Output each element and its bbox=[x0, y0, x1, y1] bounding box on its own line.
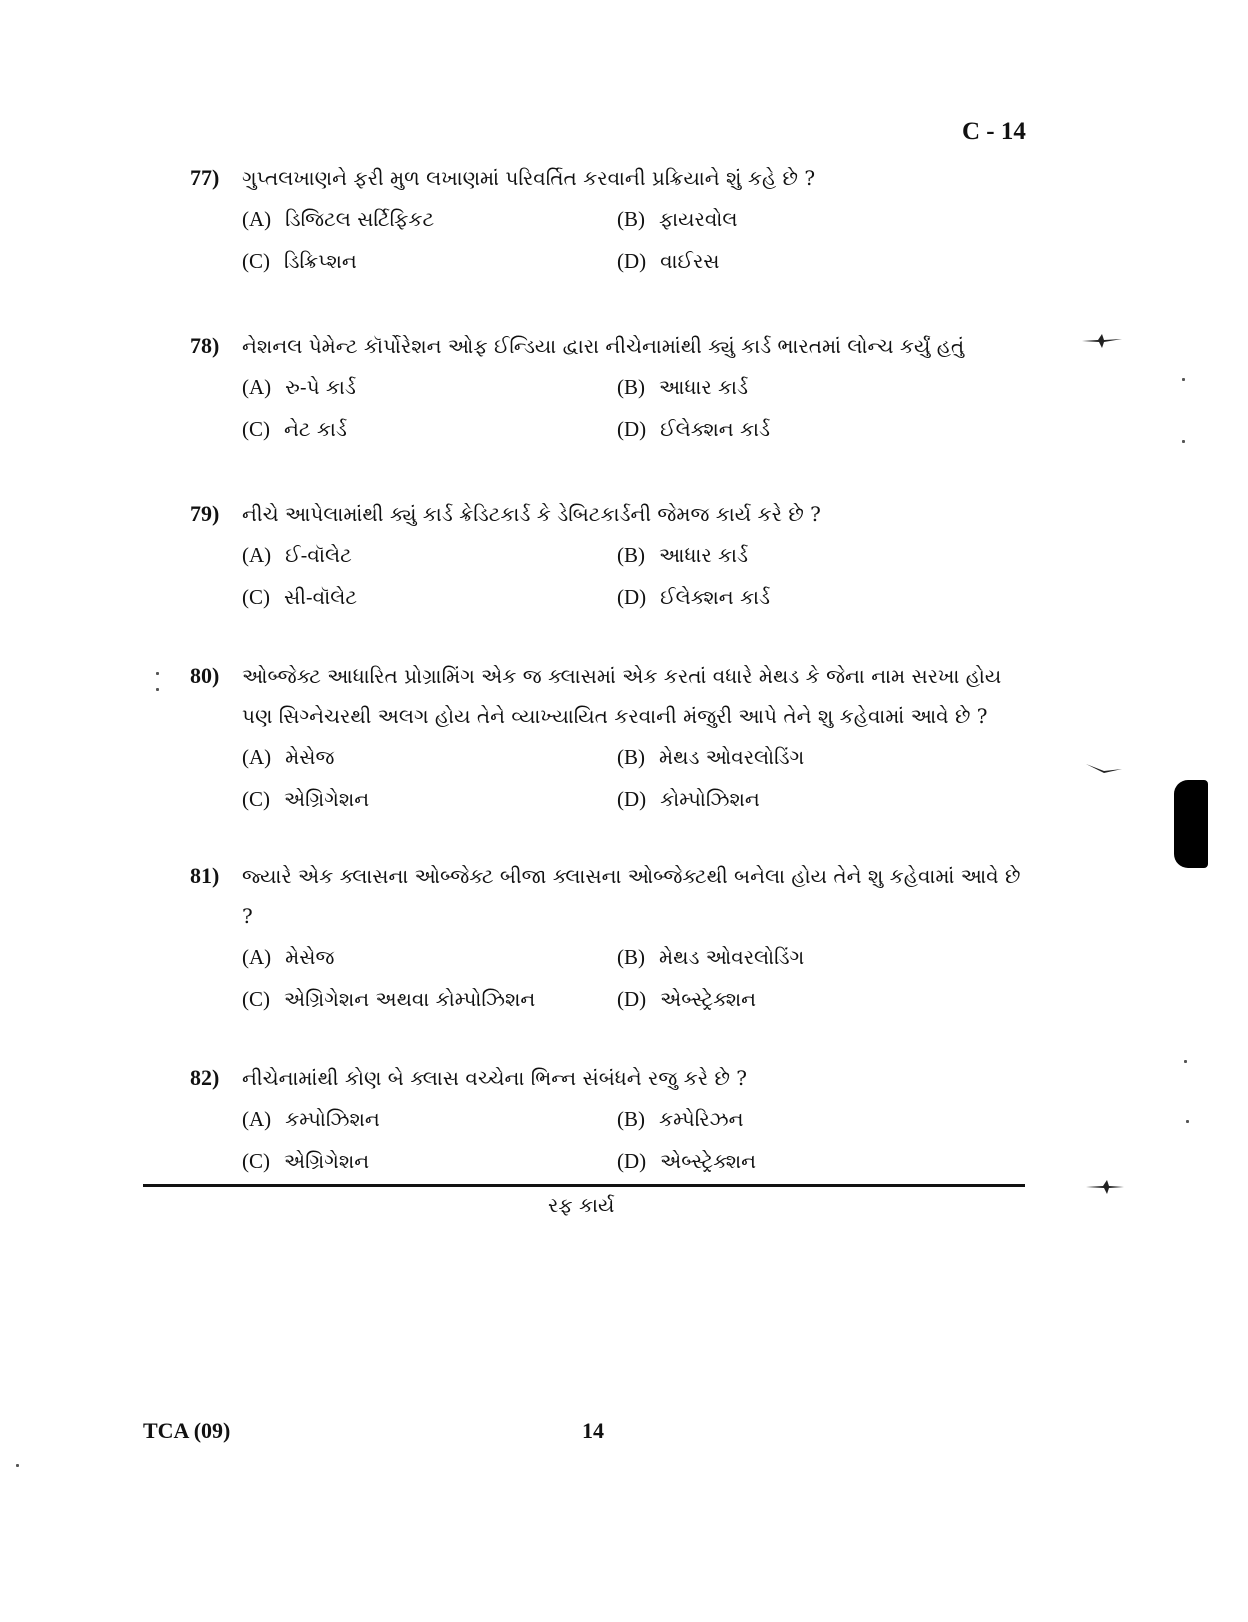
options-list bbox=[242, 202, 1030, 278]
option-b: (B) ફાયરવોલ bbox=[617, 207, 738, 231]
footer-page-number: 14 bbox=[582, 1418, 604, 1443]
question-text: નીચે આપેલામાંથી ક્યું કાર્ડ ક્રેડિટકાર્ડ કે ડેબિટકાર્ડની જેમજ કાર્ય કરે છે ? bbox=[242, 502, 821, 526]
option-d: (D) ઈલેક્શન કાર્ડ bbox=[617, 417, 770, 441]
question-number: 82) bbox=[190, 1065, 220, 1090]
options-list bbox=[242, 370, 1030, 446]
options-list bbox=[242, 940, 1030, 1016]
question-80 bbox=[190, 656, 1030, 816]
question-text: ઓબ્જેક્ટ આધારિત પ્રોગ્રામિંગ એક જ ક્લાસમાં એક કરતાં વધારે મેથડ કે જેના નામ સરખા હોય પણ સિગ્નેચરથી અલગ હોય તેને વ્યાખ્યાયિત કરવાની મંજુરી આપે તેને શુ કહેવામાં આવે છે ? bbox=[242, 664, 1002, 728]
question-78 bbox=[190, 326, 1030, 446]
question-number: 78) bbox=[190, 333, 220, 358]
scan-speck bbox=[1184, 1060, 1187, 1063]
question-81 bbox=[190, 856, 1030, 1016]
question-number: 77) bbox=[190, 165, 220, 190]
option-c: (C) એગ્રિગેશન અથવા કોમ્પોઝિશન bbox=[242, 987, 536, 1011]
option-d: (D) એબ્સ્ટ્રેક્શન bbox=[617, 987, 757, 1011]
option-a: (A) મેસેજ bbox=[242, 945, 335, 969]
question-79 bbox=[190, 494, 1030, 614]
option-c: (C) એગ્રિગેશન bbox=[242, 787, 370, 811]
scan-speck bbox=[1186, 1120, 1189, 1123]
scan-speck bbox=[156, 688, 159, 691]
scan-mark-icon bbox=[1086, 762, 1126, 776]
question-number: 79) bbox=[190, 501, 220, 526]
option-a: (A) મેસેજ bbox=[242, 745, 335, 769]
option-a: (A) કમ્પોઝિશન bbox=[242, 1107, 380, 1131]
page-code: C - 14 bbox=[962, 118, 1026, 145]
footer-exam-code: TCA (09) bbox=[143, 1418, 231, 1443]
scan-speck bbox=[1182, 378, 1185, 381]
option-a: (A) રુ-પે કાર્ડ bbox=[242, 375, 356, 399]
question-text: નેશનલ પેમેન્ટ કૉર્પોરેશન ઓફ ઈન્ડિયા દ્વારા નીચેનામાંથી ક્યું કાર્ડ ભારતમાં લોન્ચ કર્યું હતું bbox=[242, 334, 965, 358]
options-list bbox=[242, 538, 1030, 614]
question-text: ગુપ્તલખાણને ફરી મુળ લખાણમાં પરિવર્તિત કરવાની પ્રક્રિયાને શું કહે છે ? bbox=[242, 166, 816, 190]
option-d: (D) વાઈરસ bbox=[617, 249, 720, 273]
option-c: (C) ડિક્રિપ્શન bbox=[242, 249, 357, 273]
option-b: (B) મેથડ ઓવરલોડિંગ bbox=[617, 745, 805, 769]
question-text: નીચેનામાંથી કોણ બે ક્લાસ વચ્ચેના ભિન્ન સંબંધને રજુ કરે છે ? bbox=[242, 1066, 747, 1090]
scan-mark-icon bbox=[1086, 1180, 1126, 1194]
question-77 bbox=[190, 158, 1030, 278]
option-d: (D) કોમ્પોઝિશન bbox=[617, 787, 760, 811]
options-list bbox=[242, 740, 1030, 816]
scan-speck bbox=[156, 672, 159, 675]
question-number: 81) bbox=[190, 863, 220, 888]
option-a: (A) ડિજિટલ સર્ટિફિકટ bbox=[242, 207, 435, 231]
scan-speck bbox=[1182, 440, 1185, 443]
option-b: (B) કમ્પેરિઝન bbox=[617, 1107, 744, 1131]
option-c: (C) એગ્રિગેશન bbox=[242, 1149, 370, 1173]
option-d: (D) ઈલેક્શન કાર્ડ bbox=[617, 585, 770, 609]
question-number: 80) bbox=[190, 663, 220, 688]
option-b: (B) આધાર કાર્ડ bbox=[617, 375, 749, 399]
rough-work-divider bbox=[143, 1184, 1025, 1187]
options-list bbox=[242, 1102, 1030, 1178]
option-a: (A) ઈ-વૉલેટ bbox=[242, 543, 352, 567]
option-c: (C) સી-વૉલેટ bbox=[242, 585, 358, 609]
option-b: (B) આધાર કાર્ડ bbox=[617, 543, 749, 567]
scan-speck bbox=[16, 1464, 19, 1467]
page-edge-tab-mark bbox=[1174, 780, 1208, 868]
option-c: (C) નેટ કાર્ડ bbox=[242, 417, 347, 441]
rough-work-label: રફ કાર્ય bbox=[548, 1193, 615, 1217]
question-text: જ્યારે એક ક્લાસના ઓબ્જેક્ટ બીજા ક્લાસના ઓબ્જેક્ટથી બનેલા હોય તેને શુ કહેવામાં આવે છે ? bbox=[242, 864, 1021, 928]
question-82 bbox=[190, 1058, 1030, 1178]
scan-mark-icon bbox=[1082, 334, 1122, 348]
option-d: (D) એબ્સ્ટ્રેક્શન bbox=[617, 1149, 757, 1173]
option-b: (B) મેથડ ઓવરલોડિંગ bbox=[617, 945, 805, 969]
